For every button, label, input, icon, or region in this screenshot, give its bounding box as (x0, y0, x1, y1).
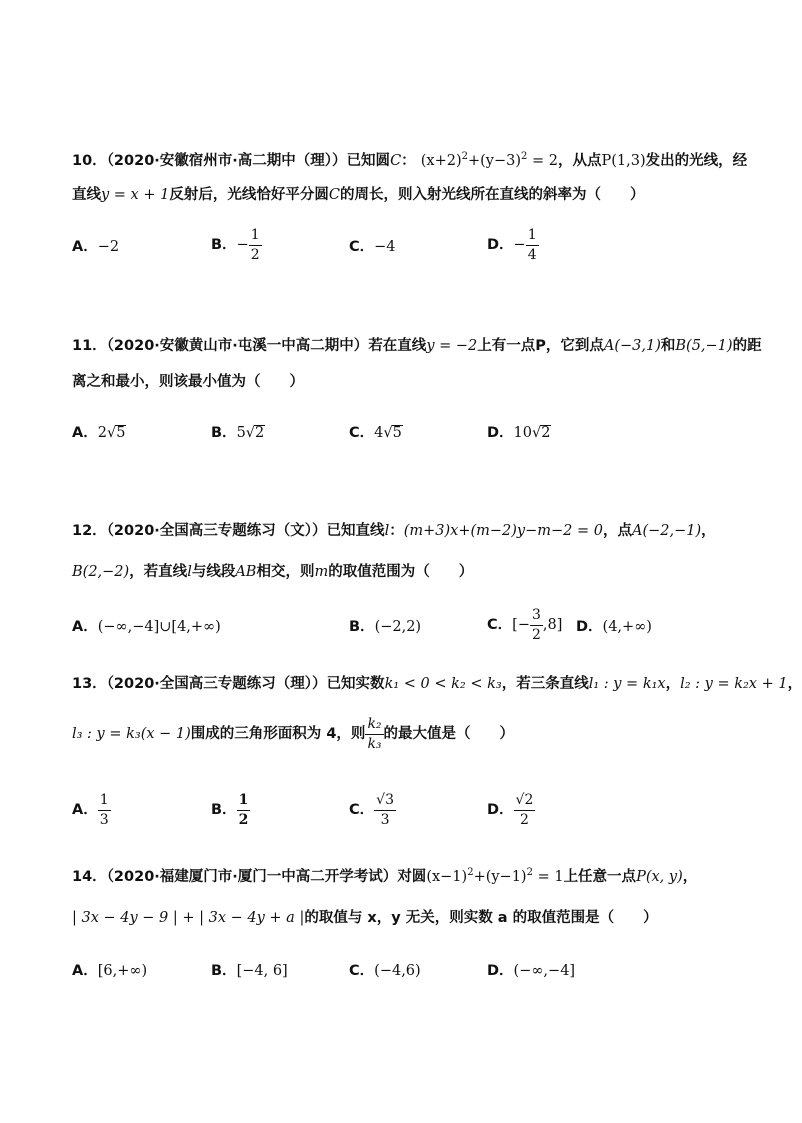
q13-text3: 围成的三角形面积为 4，则 (190, 725, 366, 742)
q12-line-name-2: l (187, 564, 192, 580)
q11-and: 和 (660, 338, 676, 354)
q10-eq-a: (x+2) (420, 152, 462, 169)
q11-number: 11． (72, 338, 107, 354)
q14-eq-c: = 1 (537, 868, 564, 885)
fraction-numerator: 1 (526, 228, 539, 246)
q11-text5: 离之和最小，则该最小值为（ ） (72, 374, 304, 390)
option-value: [6,+∞) (97, 963, 148, 979)
q12-text6: 的取值范围为（ ） (328, 564, 474, 580)
q12-segment-ab: AB (235, 564, 257, 580)
q14-eq-a: (x−1) (426, 868, 468, 885)
q14-point-p: P(x, y) (636, 868, 683, 885)
q13-option-c[interactable] (349, 793, 396, 827)
option-value: [−4, 6] (236, 963, 288, 979)
q12-line-name: l (384, 523, 390, 539)
q13-comma-2: ， (787, 676, 802, 692)
q14-text3: 的取值与 x，y 无关，则实数 a 的取值范围是（ ） (304, 910, 658, 926)
q11-text3: ，它到点 (545, 338, 604, 354)
q13-source: （2020·全国高三专题练习（理）） (106, 676, 327, 692)
q10-circle-name-2: C (328, 187, 340, 203)
q10-sq-a: 2 (461, 151, 468, 162)
q10-eq-c: = 2 (532, 152, 558, 169)
q12-text5: 相交，则 (256, 564, 315, 580)
option-value: −4 (374, 239, 396, 255)
q11-line-equation: y = −2 (426, 338, 478, 354)
option-fraction (530, 608, 543, 642)
q12-point-a: A(−2,−1) (631, 523, 702, 539)
option-coefficient: 10 (513, 425, 532, 441)
option-label: D． (487, 236, 514, 253)
option-label: A． (72, 619, 98, 635)
option-label: C． (487, 616, 513, 633)
q14-option-a[interactable] (72, 964, 147, 979)
q12-colon: ： (389, 523, 404, 539)
q10-source: （2020·安徽宿州市·高二期中（理）） (106, 152, 347, 169)
option-fraction (374, 793, 396, 827)
option-label: A． (72, 239, 98, 255)
fraction-denominator: k₃ (367, 735, 382, 752)
q12-text3: ，若直线 (129, 564, 188, 580)
option-fraction (526, 228, 539, 262)
q13-line-l2: l₂ : y = k₂x + 1 (680, 676, 788, 692)
q13-text4: 的最大值是（ ） (383, 725, 515, 742)
q11-option-c[interactable] (349, 425, 403, 441)
option-fraction (98, 793, 111, 827)
option-label: B． (211, 801, 237, 818)
q10-number: 10． (72, 152, 107, 169)
q10-point-p: P(1,3) (601, 152, 646, 169)
q12-option-b[interactable] (349, 620, 421, 635)
fraction-numerator: √3 (374, 793, 396, 811)
q10-text-rest: 反射后，光线恰好平分圆 (169, 187, 329, 203)
q12-comma: ， (701, 523, 716, 539)
q10-text: 已知圆 (346, 152, 391, 169)
q14-option-c[interactable] (349, 964, 421, 979)
q11-point-p: P (535, 338, 546, 354)
fraction-denominator: 2 (250, 246, 260, 263)
option-minus: − (236, 236, 249, 253)
q11-text4: 的距 (732, 338, 762, 354)
q14-line2 (72, 911, 658, 926)
option-coefficient: 2 (97, 425, 107, 441)
q12-var-m: m (314, 564, 329, 580)
q10-eq-b: +(y−3) (467, 152, 522, 169)
q13-text2: ，若三条直线 (501, 676, 589, 692)
q10-text-light: 发出的光线，经 (645, 152, 748, 169)
q13-line-l1: l₁ : y = k₁x (588, 676, 666, 692)
fraction-denominator: 3 (99, 811, 109, 828)
q12-line2 (72, 565, 473, 580)
option-bracket-open: [− (512, 616, 530, 633)
q12-option-d[interactable] (576, 620, 652, 635)
q14-option-d[interactable] (487, 964, 575, 979)
q14-circle-equation (426, 869, 563, 885)
q10-option-c[interactable] (349, 240, 396, 255)
option-value: (−∞,−4] (513, 963, 576, 979)
fraction-numerator: 1 (237, 793, 251, 811)
q14-source: （2020·福建厦门市·厦门一中高二开学考试） (106, 868, 398, 885)
fraction-numerator: √2 (514, 793, 536, 811)
option-label: B． (211, 236, 237, 253)
q12-text4: 与线段 (191, 564, 236, 580)
fraction-denominator: 2 (531, 626, 541, 643)
q13-option-b[interactable] (211, 793, 250, 827)
option-coefficient: 4 (374, 425, 384, 441)
q10-line-equation: y = x + 1 (101, 187, 170, 203)
q11-option-a[interactable] (72, 425, 126, 441)
option-radicand: 2 (255, 425, 265, 441)
option-minus: − (513, 236, 526, 253)
sqrt-symbol: √ (383, 425, 393, 441)
option-bracket-close: ,8] (542, 616, 563, 633)
option-label: C． (349, 801, 375, 818)
q14-text2: 上任意一点 (563, 868, 637, 885)
option-fraction (249, 228, 262, 262)
q12-text1: 已知直线 (326, 523, 385, 539)
q10-colon: ： (401, 152, 416, 169)
q10-text-rest2: 的周长，则入射光线所在直线的斜率为（ ） (339, 187, 645, 203)
q14-abs-expression: | 3x − 4y − 9 | + | 3x − 4y + a | (72, 910, 305, 926)
q12-line1 (72, 524, 716, 539)
q13-inequality: k₁ < 0 < k₂ < k₃ (384, 676, 502, 692)
q10-text-from: ，从点 (557, 152, 602, 169)
option-value: (−4,6) (374, 963, 421, 979)
q11-option-d[interactable] (487, 425, 551, 441)
q11-line2 (72, 375, 304, 390)
q14-eq-b: +(y−1) (473, 868, 527, 885)
q10-circle-name: C (390, 152, 402, 169)
q10-option-d[interactable] (487, 228, 539, 262)
option-value: (−∞,−4]∪[4,+∞) (97, 619, 221, 635)
sqrt-symbol: √ (245, 425, 256, 441)
fraction-numerator: 3 (530, 608, 543, 626)
option-fraction (237, 793, 251, 827)
q12-option-c[interactable] (487, 608, 562, 642)
fraction-numerator: k₂ (365, 717, 383, 735)
option-value: (4,+∞) (602, 619, 652, 635)
option-label: C． (349, 425, 375, 441)
q11-text1: 若在直线 (368, 338, 427, 354)
q10-text-line: 直线 (72, 187, 101, 203)
option-radicand: 5 (116, 425, 126, 441)
q12-line-equation: (m+3)x+(m−2)y−m−2 = 0 (403, 523, 603, 539)
q12-option-a[interactable] (72, 620, 221, 635)
q10-circle-equation (421, 153, 558, 169)
option-label: C． (349, 963, 375, 979)
option-label: C． (349, 239, 375, 255)
q13-comma: ， (665, 676, 681, 692)
q11-point-b: B(5,−1) (675, 338, 733, 354)
option-fraction (514, 793, 536, 827)
q13-ratio-fraction (365, 717, 383, 751)
option-label: A． (72, 801, 98, 818)
option-label: B． (211, 963, 237, 979)
q14-sq-b: 2 (526, 867, 533, 878)
q10-option-a[interactable] (72, 240, 119, 255)
q14-comma: ， (682, 868, 698, 885)
q13-text1: 已知实数 (326, 676, 385, 692)
q10-option-b[interactable] (211, 228, 262, 262)
q14-number: 14． (72, 868, 107, 885)
option-radicand: 5 (392, 425, 402, 441)
q13-number: 13． (72, 676, 107, 692)
option-value: −2 (97, 239, 120, 255)
q10-line1 (72, 152, 747, 168)
fraction-denominator: 3 (380, 811, 390, 828)
option-label: A． (72, 963, 98, 979)
option-label: D． (487, 963, 514, 979)
q11-option-b[interactable] (211, 425, 265, 441)
q13-option-d[interactable] (487, 793, 535, 827)
q10-line2 (72, 188, 644, 203)
option-radicand: 2 (541, 425, 551, 441)
option-coefficient: 5 (236, 425, 246, 441)
q13-option-a[interactable] (72, 793, 111, 827)
q11-point-a: A(−3,1) (603, 338, 661, 354)
q12-point-b: B(2,−2) (72, 564, 130, 580)
sqrt-symbol: √ (106, 425, 117, 441)
q11-source: （2020·安徽黄山市·屯溪一中高二期中） (106, 338, 369, 354)
option-label: D． (487, 801, 514, 818)
q14-text1: 对圆 (397, 868, 427, 885)
fraction-denominator: 2 (520, 811, 529, 828)
option-label: D． (487, 425, 514, 441)
q12-number: 12． (72, 523, 107, 539)
option-label: D． (576, 619, 603, 635)
option-label: B． (349, 619, 375, 635)
q10-sq-b: 2 (521, 151, 528, 162)
sqrt-symbol: √ (532, 425, 542, 441)
option-label: B． (211, 425, 237, 441)
fraction-numerator: 1 (249, 228, 262, 246)
q14-line1 (72, 868, 697, 884)
q14-sq-a: 2 (467, 867, 474, 878)
q13-line-l3: l₃ : y = k₃(x − 1) (72, 725, 191, 742)
q12-text2: ，点 (602, 523, 632, 539)
q12-source: （2020·全国高三专题练习（文）） (106, 523, 327, 539)
q13-line2 (72, 716, 514, 752)
option-label: A． (72, 425, 98, 441)
q11-line1 (72, 339, 762, 354)
option-value: (−2,2) (374, 619, 422, 635)
fraction-denominator: 4 (527, 246, 537, 263)
fraction-denominator: 2 (238, 811, 249, 828)
fraction-numerator: 1 (98, 793, 111, 811)
q14-option-b[interactable] (211, 964, 288, 979)
q13-line1 (72, 677, 802, 692)
q11-text2: 上有一点 (477, 338, 536, 354)
